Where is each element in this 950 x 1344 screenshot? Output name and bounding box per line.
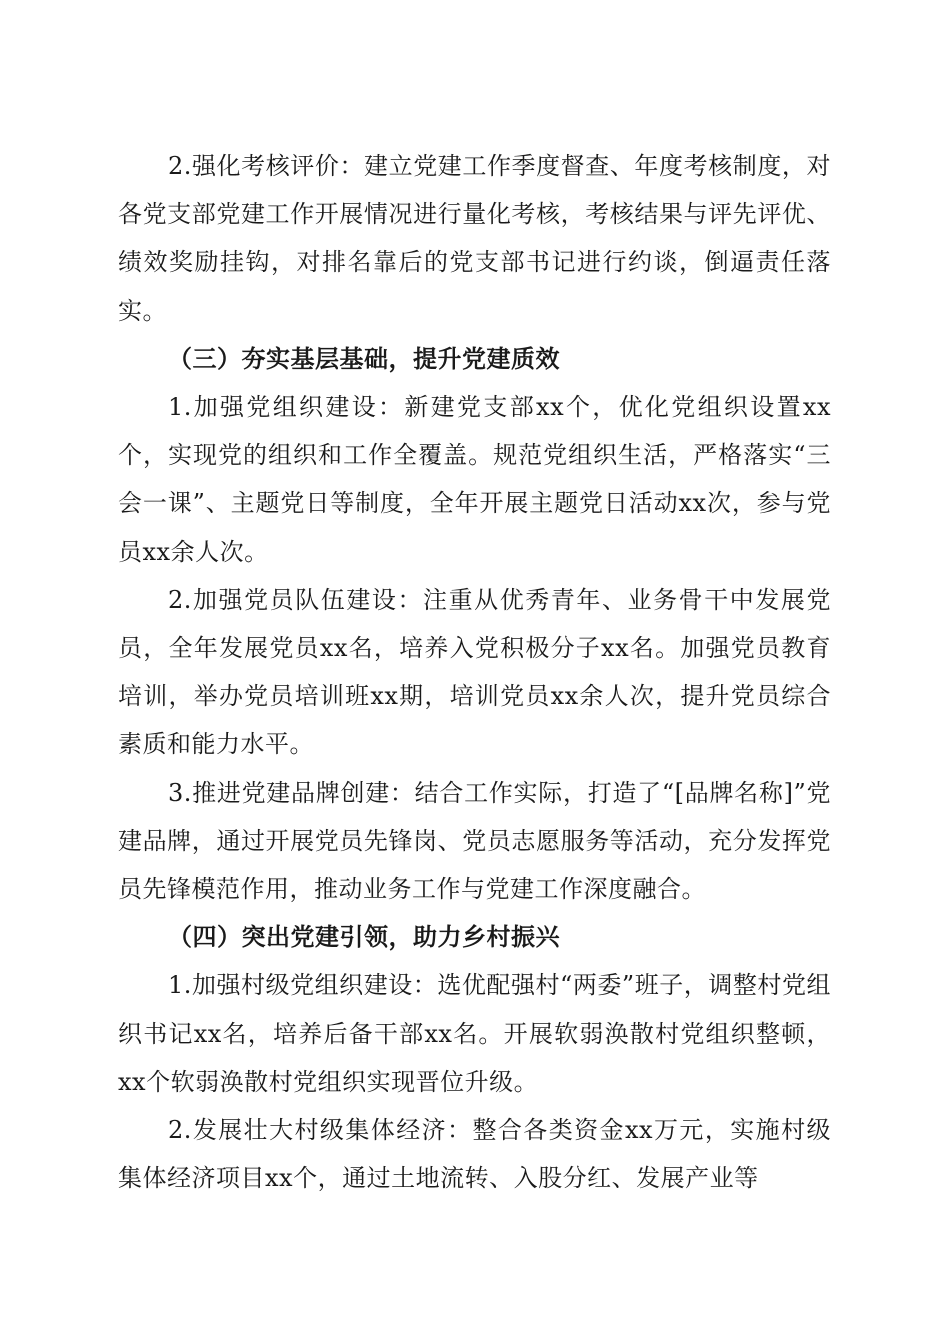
paragraph-party-members: 2.加强党员队伍建设：注重从优秀青年、业务骨干中发展党员，全年发展党员xx名，培养入党积极分子xx名。加强党员教育培训，举办党员培训班xx期，培训党员xx余人次，提升党员综合素质和能力水平。 — [118, 585, 831, 759]
section-heading-3: （三）夯实基层基础，提升党建质效 — [168, 343, 560, 373]
paragraph-collective-economy: 2.发展壮大村级集体经济：整合各类资金xx万元，实施村级集体经济项目xx个，通过土地流转、入股分红、发展产业等 — [118, 1116, 831, 1193]
paragraph-assessment: 2.强化考核评价：建立党建工作季度督查、年度考核制度，对各党支部党建工作开展情况进行量化考核，考核结果与评先评优、绩效奖励挂钩，对排名靠后的党支部书记进行约谈，倒逼责任落实。 — [118, 152, 831, 325]
section-heading-4: （四）突出党建引领，助力乡村振兴 — [168, 922, 560, 952]
paragraph-village-organization: 1.加强村级党组织建设：选优配强村“两委”班子，调整村党组织书记xx名，培养后备干部xx名。开展软弱涣散村党组织整顿，xx个软弱涣散村党组织实现晋位升级。 — [118, 971, 831, 1096]
paragraph-party-organization: 1.加强党组织建设：新建党支部xx个，优化党组织设置xx个，实现党的组织和工作全覆盖。规范党组织生活，严格落实“三会一课”、主题党日等制度，全年开展主题党日活动xx次，参与党员xx余人次。 — [118, 393, 831, 566]
document-body — [118, 142, 831, 1202]
paragraph-party-brand: 3.推进党建品牌创建：结合工作实际，打造了“[品牌名称]”党建品牌，通过开展党员先锋岗、党员志愿服务等活动，充分发挥党员先锋模范作用，推动业务工作与党建工作深度融合。 — [118, 778, 831, 904]
